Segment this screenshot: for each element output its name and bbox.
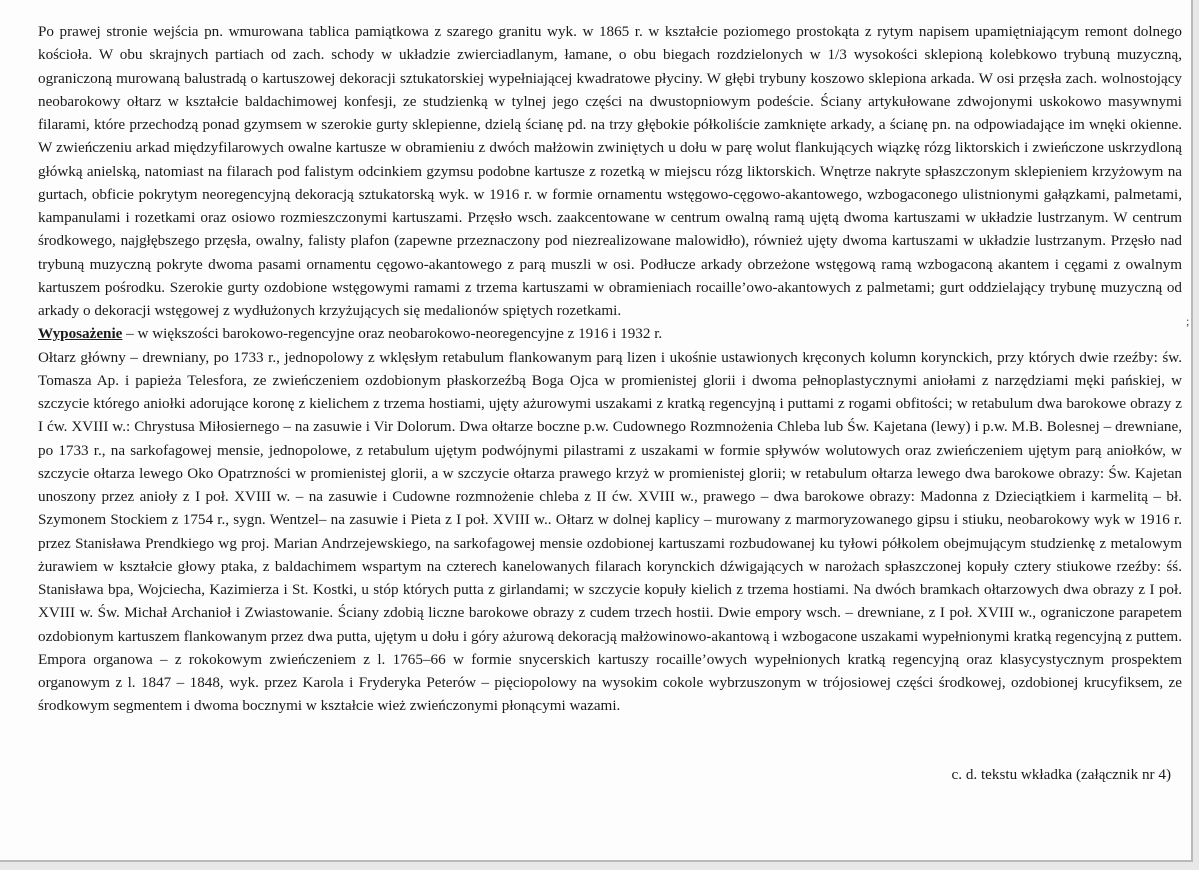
paragraph-furnishings: Ołtarz główny – drewniany, po 1733 r., jednopolowy z wklęsłym retabulum flankowanym parą lizen i ukośnie ustawionych kręconych kolumn korynckich, przy których dwie rzeźby: św. Tomasza Ap. i papieża Telesfora, ze zwieńczeniem ozdobionym płaskorzeźbą Boga Ojca w promienistej glorii i dwoma pełnoplastycznymi aniołami z narzędziami męki pańskiej, w szczycie którego aniołki adorujące koronę z kielichem z trzema hostiami, ujęty ażurowymi uszakami z kratką regencyjną i puttami z rogami obfitości; w retabulum dwa barokowe obrazy z I ćw. XVIII w.: Chrystusa Miłosiernego – na zasuwie i Vir Dolorum. Dwa ołtarze boczne p.w. Cudownego Rozmnożenia Chleba lub Św. Kajetana (lewy) i p.w. M.B. Bolesnej – drewniane, po 1733 r., na sarkofagowej mensie, jednopolowe, z retabulum ujętym podwójnymi pilastrami z uszakami w formie spływów wolutowych oraz zwieńczeniem ujętym parą aniołków, w szczycie ołtarza lewego Oko Opatrzności w promienistej glorii, a w szczycie ołtarza prawego krzyż w promienistej glorii; w retabulum ołtarza lewego dwa barokowe obrazy: Św. Kajetan unoszony przez anioły z I poł. XVIII w. – na zasuwie i Cudowne rozmnożenie chleba z II ćw. XVIII w., prawego – dwa barokowe obrazy: Madonna z Dzieciątkiem i karmelitą – bł. Szymonem Stockiem z 1754 r., sygn. Wentzel– na zasuwie i Pieta z I poł. XVIII w.. Ołtarz w dolnej kaplicy – murowany z marmoryzowanego gipsu i stiuku, neobarokowy wyk w 1916 r. przez Stanisława Prendkiego wg proj. Marian Andrzejewskiego, na sarkofagowej mensie ozdobionej kartuszami rozbudowanej ku tyłowi półkolem obejmującym studzienkę z metalowym żurawiem w kształcie głowy ptaka, z baldachimem wspartym na czterech kanelowanych filarach korynckich dźwigających w narożach spłaszczonej kopuły cztery stiukowe rzeźby: śś. Stanisława bpa, Wojciecha, Kazimierza i St. Kostki, u stóp których putta z girlandami; w szczycie kopuły kielich z trzema hostiami. Na dwóch bramkach ołtarzowych dwa obrazy z I poł. XVIII w. Św. Michał Archanioł i Zwiastowanie. Ściany zdobią liczne barokowe obrazy z cudem trzech hostii. Dwie empory wsch. – drewniane, z I poł. XVIII w., ograniczone parapetem ozdobionym kartuszem flankowanym przez dwa putta, ujętym u dołu i góry ażurową dekoracją małżowinowo-akantową i wzbogacone uszakami wypełnionymi kratką regencyjną z puttem. Empora organowa – z rokokowym zwieńczeniem z l. 1765–66 w formie snycerskich kartuszy rocaille’owych wypełnionych kratką regencyjną oraz klasycystycznym prospektem organowym z l. 1847 – 1848, wyk. przez Karola i Fryderyka Peterów – pięciopolowy na wysokim cokole wybrzuszonym w trójosiowej części środkowej, ozdobionej krucyfiksem, ze środkowym segmentem i dwoma bocznymi w kształcie wież zwieńczonymi płonącymi wazami.: [38, 348, 1182, 715]
document-body: [38, 20, 1182, 718]
section-heading-summary: – w większości barokowo-regencyjne oraz neobarokowo-neoregencyjne z 1916 i 1932 r.: [122, 325, 663, 343]
section-heading-furnishings: Wyposażenie: [38, 325, 123, 343]
paragraph-interior-description: Po prawej stronie wejścia pn. wmurowana tablica pamiątkowa z szarego granitu wyk. w 1865 r. w kształcie poziomego prostokąta z rytym napisem upamiętniającym remont dolnego kościoła. W obu skrajnych partiach od zach. schody w układzie zwierciadlanym, łamane, o obu biegach rozdzielonych w 1/3 wysokości sklepioną kolebkowo trybuną muzyczną, ograniczoną murowaną balustradą o kartuszowej dekoracji sztukatorskiej wypełniającej kwadratowe płyciny. W głębi trybuny koszowo sklepiona arkada. W osi przęsła zach. wolnostojący neobarokowy ołtarz w kształcie baldachimowej konfesji, ze studzienką w tylnej jego części na dwustopniowym podeście. Ściany artykułowane zdwojonymi uskokowo masywnymi filarami, które przechodzą ponad gzymsem w szerokie gurty sklepienne, dzielą ścianę pd. na trzy głębokie półkoliście zamknięte arkady, a ścianę pn. na odpowiadające im wnęki okienne. W zwieńczeniu arkad międzyfilarowych owalne kartusze w obramieniu z dwóch małżowin zwiniętych u dołu w parę wolut flankujących wiązkę rózg liktorskich i zwieńczone uskrzydloną główką anielską, natomiast na filarach pod falistym odcinkiem gzymsu podobne kartusze z rozetką w miejscu rózg liktorskich. Wnętrze nakryte spłaszczonym sklepieniem krzyżowym na gurtach, obficie pokrytym neoregencyjną dekoracją sztukatorską wyk. w 1916 r. w formie ornamentu wstęgowo-cęgowo-akantowego, wzbogaconego ulistnionymi gałązkami, palmetami, kampanulami i rozetkami oraz osiowo rozmieszczonymi kartuszami. Przęsło wsch. zaakcentowane w centrum owalną ramą ujętą dwoma kartuszami w układzie lustrzanym. W centrum środkowego, najgłębszego przęsła, owalny, falisty plafon (zapewne przeznaczony pod niezrealizowane malowidło), również ujęty dwoma kartuszami w układzie lustrzanym. Przęsło nad trybuną muzyczną pokryte dwoma pasami ornamentu cęgowo-akantowego z parą muszli w osi. Podłucze arkady obrzeżone wstęgową ramą wzbogaconą akantem i cęgami z owalnym kartuszem pośrodku. Szerokie gurty ozdobione wstęgowymi ramami z trzema kartuszami w obramieniach rocaille’owo-akantowych z palmetami; gurt oddzielający trybunę muzyczną od arkady o dekoracji wstęgowej z wydłużonych krzyżujących się medalionów spiętych rozetkami.: [38, 23, 1182, 319]
margin-mark: ;: [1186, 314, 1190, 328]
furnishings-heading-line: [38, 322, 1182, 345]
continuation-note: c. d. tekstu wkładka (załącznik nr 4): [951, 766, 1171, 783]
